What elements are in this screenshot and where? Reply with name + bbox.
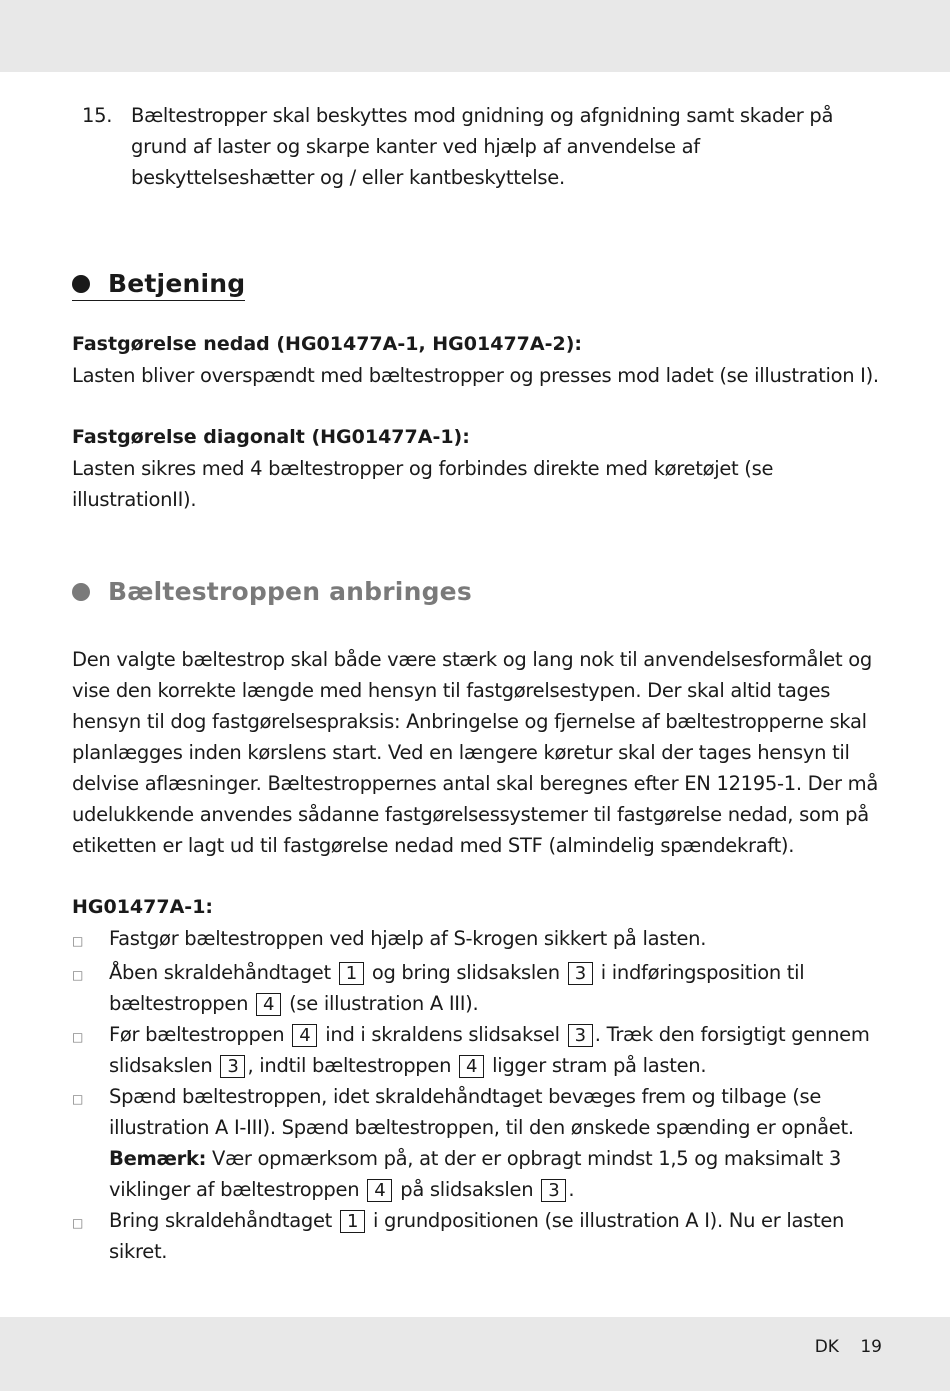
- bullet-dot-icon: [72, 583, 90, 601]
- part-ref-3: 3: [220, 1055, 245, 1078]
- item-text: Bæltestropper skal beskyttes mod gnidning og afgnidning samt skader på grund af laster og skarpe kanter ved hjælp af anvendelse af beskyttelseshætter og / eller kantbeskyttelse.: [131, 104, 834, 189]
- checkbox-bullet-icon: □: [72, 1030, 84, 1044]
- part-ref-4: 4: [292, 1024, 317, 1047]
- heading-text: Betjening: [108, 269, 246, 298]
- footer-band: [0, 1317, 950, 1391]
- list-item: □ Bring skraldehåndtaget 1 i grundpositionen (se illustration A I). Nu er lasten sikret.: [72, 1205, 882, 1267]
- list-item: □ Spænd bæltestroppen, idet skraldehåndtaget bevæges frem og tilbage (se illustration A I-III). Spænd bæltestroppen, til den ønskede spænding er opnået. Bemærk: Vær opmærksom på, at der er opbragt mindst 1,5 og maksimalt 3 viklinger af bæltestroppen 4 på slidsakslen 3 .: [72, 1081, 882, 1205]
- page-content: [72, 100, 882, 1267]
- list-item: □ Åben skraldehåndtaget 1 og bring slidsakslen 3 i indføringsposition til bæltestroppen 4 (se illustration A III).: [72, 957, 882, 1019]
- subheading-model: HG01477A-1:: [72, 896, 214, 918]
- part-ref-3: 3: [568, 962, 593, 985]
- part-ref-3: 3: [541, 1179, 566, 1202]
- paragraph-intro: Den valgte bæltestrop skal både være stærk og lang nok til anvendelsesformålet og vise den korrekte længde med hensyn til fastgørelsestypen. Der skal altid tages hensyn til dog fastgørelsespraksis: Anbringelse og fjernelse af bæltestropperne skal planlægges inden kørslens start. Ved en længere køretur skal der tages hensyn til delvise aflæsninger. Bæltestroppernes antal skal beregnes efter EN 12195-1. Der må udelukkende anvendes sådanne fastgørelsessystemer til fastgørelse nedad, som på etiketten er lagt ud til fastgørelse nedad med STF (almindelig spændekraft).: [72, 648, 879, 857]
- part-ref-3: 3: [568, 1024, 593, 1047]
- list-item-15: [82, 100, 882, 193]
- checkbox-bullet-icon: □: [72, 1092, 84, 1106]
- part-ref-4: 4: [367, 1179, 392, 1202]
- item-number: 15.: [82, 104, 113, 127]
- part-ref-4: 4: [256, 993, 281, 1016]
- header-band: [0, 0, 950, 72]
- part-ref-4: 4: [459, 1055, 484, 1078]
- bullet-dot-icon: [72, 275, 90, 293]
- checkbox-bullet-icon: □: [72, 934, 84, 948]
- subheading-diagonalt: Fastgørelse diagonalt (HG01477A-1):: [72, 426, 470, 448]
- page-number: 19: [860, 1337, 882, 1357]
- paragraph-nedad: Lasten bliver overspændt med bæltestropper og presses mod ladet (se illustration I).: [72, 364, 879, 387]
- paragraph-diagonalt: Lasten sikres med 4 bæltestropper og forbindes direkte med køretøjet (se illustrationII).: [72, 457, 774, 511]
- language-code: DK: [814, 1337, 839, 1357]
- section-heading-anbringes: [72, 577, 472, 608]
- checkbox-bullet-icon: □: [72, 1216, 84, 1230]
- part-ref-1: 1: [339, 962, 364, 985]
- subheading-nedad: Fastgørelse nedad (HG01477A-1, HG01477A-2):: [72, 333, 582, 355]
- note-label: Bemærk:: [109, 1147, 207, 1170]
- page-footer: [815, 1337, 882, 1357]
- part-ref-1: 1: [340, 1210, 365, 1233]
- section-heading-betjening: [72, 269, 245, 301]
- list-item: □ Fastgør bæltestroppen ved hjælp af S-krogen sikkert på lasten.: [72, 923, 882, 957]
- checkbox-bullet-icon: □: [72, 968, 84, 982]
- list-item: □ Før bæltestroppen 4 ind i skraldens slidsaksel 3 . Træk den forsigtigt gennem slidsakslen 3 , indtil bæltestroppen 4 ligger stram på lasten.: [72, 1019, 882, 1081]
- heading-text: Bæltestroppen anbringes: [108, 577, 472, 606]
